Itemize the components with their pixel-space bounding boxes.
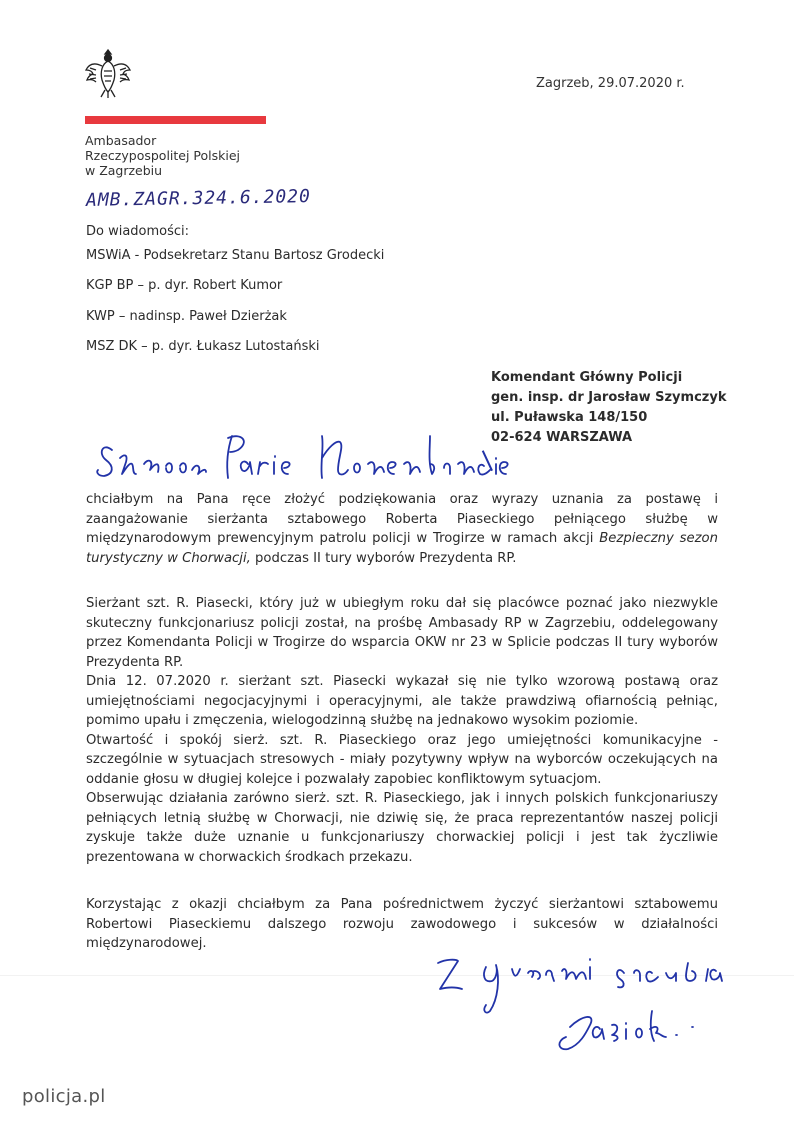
cc-recipient: KGP BP – p. dyr. Robert Kumor bbox=[86, 278, 283, 293]
body-text: Sierżant szt. R. Piasecki, który już w ubiegłym roku dał się placówce poznać jako niezwykle skuteczny funkcjonariusz policji został, na prośbę Ambasady RP w Zagrzebiu, oddelegowany przez Komendanta Policji w Trogirze do wsparcia OKW nr 23 w Splicie podczas II tury wyborów Prezydenta RP. bbox=[86, 596, 718, 670]
handwritten-salutation bbox=[92, 418, 512, 488]
body-paragraph-2 bbox=[86, 594, 718, 867]
addressee-line: Komendant Główny Policji bbox=[491, 370, 683, 385]
handwritten-signature bbox=[420, 945, 760, 1065]
cc-recipient: KWP – nadinsp. Paweł Dzierżak bbox=[86, 309, 287, 324]
site-logo: policja.pl bbox=[22, 1086, 106, 1107]
flag-red-stripe bbox=[85, 116, 266, 124]
addressee-block bbox=[491, 368, 726, 448]
body-text: Otwartość i spokój sierż. szt. R. Piaseckiego oraz jego umiejętności komunikacyjne - szczególnie w sytuacjach stresowych - miały pozytywny wpływ na wyborców oczekujących na oddanie głosu w długiej kolejce i pozwalały zapobiec konfliktowym sytuacjom. bbox=[86, 732, 718, 787]
body-text: podczas II tury wyborów Prezydenta RP. bbox=[250, 550, 517, 566]
letter-date: Zagrzeb, 29.07.2020 r. bbox=[536, 76, 685, 91]
cc-recipient: MSZ DK – p. dyr. Łukasz Lutostański bbox=[86, 339, 320, 354]
body-text: Obserwując działania zarówno sierż. szt. R. Piaseckiego, jak i innych polskich funkcjonariuszy pełniących letnią służbę w Chorwacji, nie dziwię się, że praca reprezentantów naszej policji zyskuje także duże uznanie u funkcjonariuszy chorwackiej policji i jest tak życzliwie prezentowana w chorwackich środkach przekazu. bbox=[86, 791, 718, 865]
addressee-line: gen. insp. dr Jarosław Szymczyk bbox=[491, 390, 727, 405]
sender-line: Rzeczypospolitej Polskiej bbox=[85, 148, 241, 163]
flag-white-stripe bbox=[85, 108, 266, 116]
body-text: chciałbym na Pana ręce złożyć podziękowania oraz wyrazy uznania za postawę i zaangażowanie sierżanta sztabowego Roberta Piaseckiego pełniącego służbę w międzynarodowym prewencyjnym patrolu policji w Trogirze w ramach akcji bbox=[86, 492, 718, 546]
polish-eagle-emblem-icon bbox=[84, 44, 132, 100]
reference-number: AMB.ZAGR.324.6.2020 bbox=[85, 186, 312, 211]
cc-recipient: MSWiA - Podsekretarz Stanu Bartosz Grodecki bbox=[86, 248, 385, 263]
body-paragraph-1 bbox=[86, 490, 718, 568]
addressee-line: ul. Puławska 148/150 bbox=[491, 410, 648, 425]
sender-block bbox=[85, 133, 240, 178]
cc-label: Do wiadomości: bbox=[86, 224, 190, 239]
body-text: Dnia 12. 07.2020 r. sierżant szt. Piasecki wykazał się nie tylko wzorową postawą oraz umiejętnościami negocjacyjnymi i operacyjnymi, ale także prawdziwą ofiarnością pełniąc, pomimo upału i zmęczenia, wielogodzinną służbę na jednakowo wysokim poziomie. bbox=[86, 674, 718, 728]
sender-line: w Zagrzebiu bbox=[85, 163, 163, 178]
action-name: Bezpieczny sezon turystyczny w Chorwacji, bbox=[86, 531, 718, 566]
body-text: Korzystając z okazji chciałbym za Pana pośrednictwem życzyć sierżantowi sztabowemu Robertowi Piaseckiemu dalszego rozwoju zawodowego i sukcesów w działalności międzynarodowej. bbox=[86, 897, 718, 951]
addressee-line: 02-624 WARSZAWA bbox=[491, 430, 633, 445]
sender-line: Ambasador bbox=[85, 133, 157, 148]
